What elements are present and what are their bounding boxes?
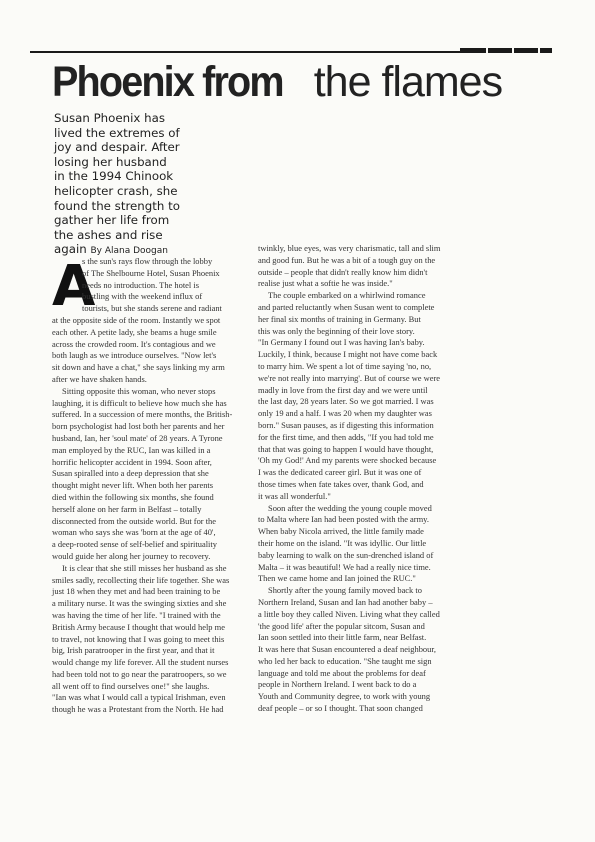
- article-line: big, Irish paratrooper in the first year, and that it: [52, 645, 215, 656]
- article-line: a little boy they called Niven. Living what they called: [258, 608, 440, 619]
- drop-cap: A: [52, 254, 96, 319]
- article-line: deaf people – or so I thought. That soon changed: [258, 703, 423, 714]
- article-line: "In Germany I found out I was having Ian's baby.: [258, 337, 425, 348]
- article-line: both laugh as we introduce ourselves. "Now let's: [52, 350, 217, 361]
- article-line: British Army because I thought that would help me: [52, 621, 225, 632]
- article-line: and parted reluctantly when Susan went to complete: [258, 301, 435, 312]
- article-line: Susan spiralled into a deep depression that she: [52, 468, 209, 479]
- article-line: s the sun's rays flow through the lobby: [82, 256, 213, 266]
- article-line: horrific helicopter accident in 1994. Soon after,: [52, 456, 212, 467]
- article-line: of The Shelbourne Hotel, Susan Phoenix: [82, 267, 220, 278]
- article-line: It was here that Susan encountered a deaf neighbour,: [258, 644, 436, 655]
- headline-light: the flames: [313, 58, 503, 106]
- article-line: would guide her along her journey to recovery.: [52, 550, 211, 561]
- article-line: those times when fate takes over, thank God, and: [258, 478, 424, 489]
- top-rule-tab: [514, 48, 538, 53]
- article-line: a deep-rooted sense of self-belief and spirituality: [52, 539, 217, 550]
- article-column-right: [258, 243, 458, 715]
- article-line: Sitting opposite this woman, who never stops: [62, 385, 216, 396]
- standfirst-line: joy and despair. After: [54, 140, 180, 155]
- article-line: realise just what a softie he was inside.": [258, 278, 393, 289]
- standfirst: [54, 111, 259, 259]
- article-line: thought might never lift. When both her parents: [52, 480, 214, 491]
- article-line: Luckily, I think, because I might not have come back: [258, 349, 438, 360]
- article-line: this was only the beginning of their love story.: [258, 325, 415, 336]
- article-line: we're not really into marrying'. But of course we were: [258, 372, 441, 383]
- article-line: needs no introduction. The hotel is: [82, 279, 200, 290]
- top-rule: [30, 51, 460, 53]
- article-line: to Malta where Ian had been posted with the army.: [258, 514, 429, 525]
- article-line: "Ian was what I would call a typical Irishman, even: [52, 692, 226, 703]
- standfirst-line: in the 1994 Chinook: [54, 169, 174, 184]
- article-line: to travel, not knowing that I was going to meet this: [52, 633, 225, 644]
- article-line: a military nurse. It was the swinging sixties and she: [52, 598, 227, 609]
- article-line: born." Susan pauses, as if digesting this information: [258, 419, 434, 430]
- article-line: twinkly, blue eyes, was very charismatic, tall and slim: [258, 243, 441, 253]
- article-line: laughing, it is difficult to believe how much she has: [52, 397, 227, 408]
- article-line: Soon after the wedding the young couple moved: [268, 502, 432, 513]
- article-line: only 19 and a half. I was 20 when my daughter was: [258, 408, 432, 419]
- article-line: at the opposite side of the room. Instantly we spot: [52, 314, 221, 325]
- article-line: Malta – it was beautiful! We had a really nice time.: [258, 561, 431, 572]
- standfirst-line: the ashes and rise: [54, 227, 163, 242]
- standfirst-line: Susan Phoenix has: [54, 111, 165, 125]
- byline: By Alana Doogan: [90, 246, 168, 257]
- article-line: When baby Nicola arrived, the little family made: [258, 526, 424, 537]
- article-line: was having the time of her life. "I trained with the: [52, 609, 221, 620]
- article-line: the last day, 28 years later. So we got married. I was: [258, 396, 434, 407]
- article-line: It is clear that she still misses her husband as she: [62, 562, 227, 573]
- standfirst-line: lived the extremes of: [54, 125, 180, 140]
- standfirst-last-word: again: [54, 242, 87, 257]
- article-line: it was all wonderful.": [258, 490, 331, 501]
- standfirst-line: helicopter crash, she: [54, 183, 178, 198]
- article-line: for the first time, and then adds, "If you had told me: [258, 431, 434, 442]
- article-line: language and told me about the problems for deaf: [258, 667, 426, 678]
- article-line: to marry him. We spent a lot of time saying 'no, no,: [258, 360, 432, 371]
- article-line: herself alone on her farm in Belfast – totally: [52, 503, 202, 514]
- article-line: outside – people that didn't really know him didn't: [258, 266, 428, 277]
- article-line: 'the good life' after the popular sitcom, Susan and: [258, 620, 425, 631]
- article-line: The couple embarked on a whirlwind romance: [268, 290, 426, 301]
- article-line: who led her back to education. "She taught me sign: [258, 655, 432, 666]
- article-line: Youth and Community degree, to work with young: [258, 691, 431, 702]
- article-line: Then we came home and Ian joined the RUC.": [258, 573, 416, 584]
- article-line: each other. A petite lady, she beams a huge smile: [52, 326, 217, 337]
- article-line: would change my life forever. All the student nurses: [52, 657, 229, 668]
- article-line: after we have shaken hands.: [52, 373, 147, 384]
- article-line: born psychologist had lost both her parents and her: [52, 421, 225, 432]
- article-line: suffered. In a succession of mere months, the British-: [52, 409, 233, 420]
- standfirst-line: gather her life from: [54, 213, 170, 228]
- article-line: baby learning to walk on the sun-drenched island of: [258, 549, 434, 560]
- article-line: that that was going to happen I would have thought,: [258, 443, 434, 454]
- article-line: across the crowded room. It's contagious and we: [52, 338, 216, 349]
- article-line: I was the dedicated career girl. But it was one of: [258, 467, 422, 478]
- article-line: people in Northern Ireland. I went back to do a: [258, 679, 417, 690]
- article-line: 'Oh my God!' And my parents were shocked because: [258, 455, 437, 466]
- article-line: their home on the island. "It was idyllic. Our little: [258, 537, 427, 548]
- article-line: Northern Ireland, Susan and Ian had another baby –: [258, 596, 433, 607]
- article-line: all went off to find ourselves one!" she laughs.: [52, 680, 210, 691]
- top-rule-tab: [540, 48, 552, 53]
- article-line: her final six months of training in Germany. But: [258, 313, 421, 324]
- article-line: and good fun. But he was a bit of a tough guy on the: [258, 254, 436, 265]
- top-rule-tab: [460, 48, 486, 53]
- headline-bold: Phoenix from: [52, 58, 283, 106]
- article-line: though he was a Protestant from the North. He had: [52, 704, 224, 715]
- article-column-left: [52, 256, 252, 716]
- article-line: man employed by the RUC, Ian was killed in a: [52, 444, 211, 455]
- article-line: had been told not to go near the paratroopers, so we: [52, 668, 227, 679]
- top-rule-tab: [488, 48, 512, 53]
- standfirst-line: losing her husband: [54, 154, 167, 169]
- article-line: died within the following six months, she found: [52, 491, 214, 502]
- article-line: sit down and have a chat," she says linking my arm: [52, 362, 225, 373]
- article-line: bustling with the weekend influx of: [82, 291, 203, 302]
- article-line: madly in love from the first day and we were until: [258, 384, 428, 395]
- article-line: tourists, but she stands serene and radiant: [82, 303, 222, 314]
- article-line: woman who says she was 'born at the age of 40',: [52, 527, 216, 538]
- article-line: disconnected from the outside world. But for the: [52, 515, 217, 526]
- article-line: smiles sadly, recollecting their life together. She was: [52, 574, 230, 585]
- article-line: husband, Ian, her 'soul mate' of 28 years. A Tyrone: [52, 432, 223, 443]
- article-line: just 18 when they met and had been training to be: [52, 586, 221, 597]
- headline: [52, 58, 592, 106]
- standfirst-line: found the strength to: [54, 198, 180, 213]
- article-line: Ian soon settled into their little farm, near Belfast.: [258, 632, 427, 643]
- article-line: Shortly after the young family moved back to: [268, 585, 422, 596]
